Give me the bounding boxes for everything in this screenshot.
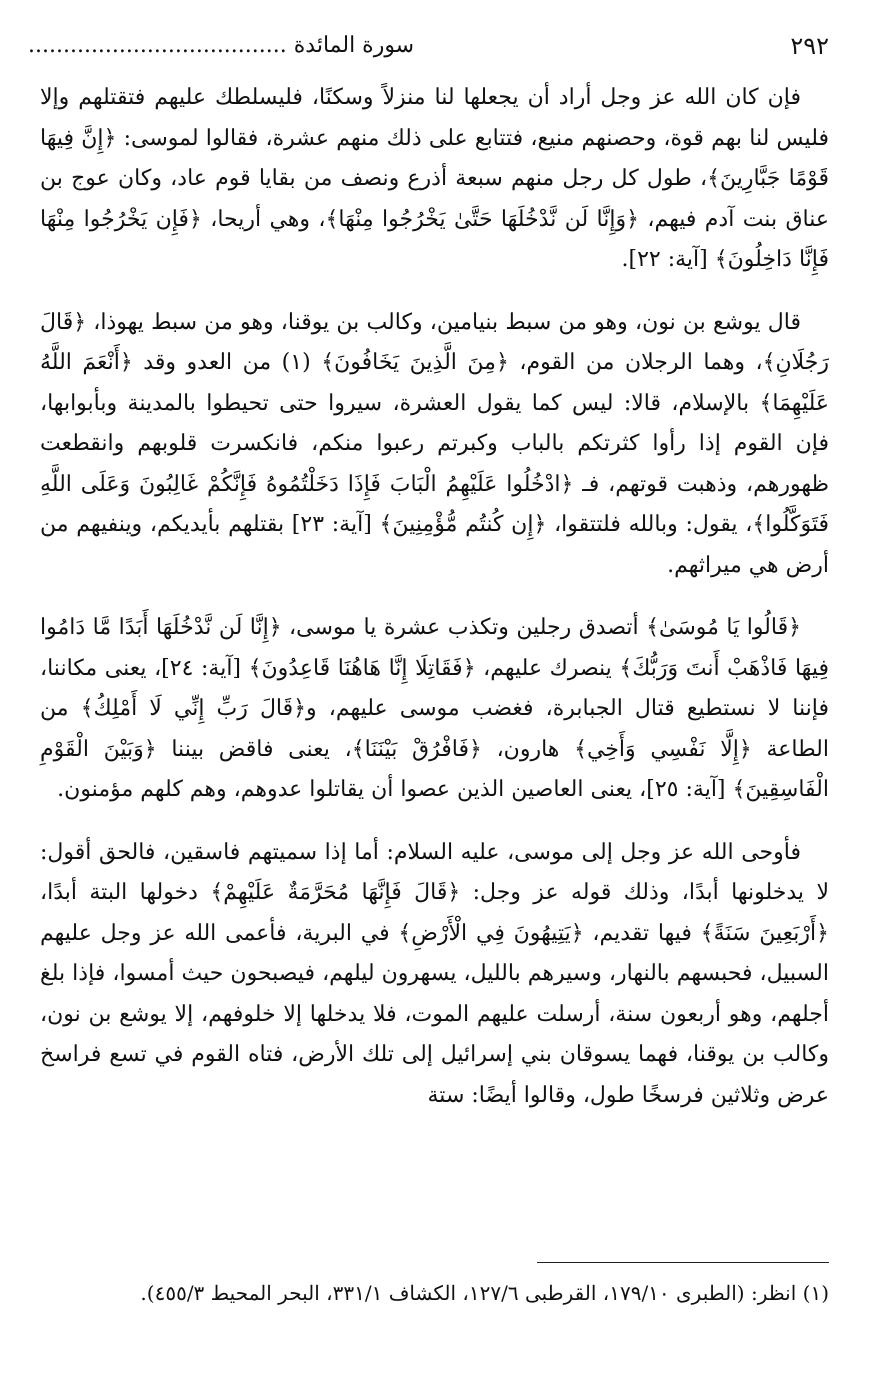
paragraph: قال يوشع بن نون، وهو من سبط بنيامين، وكالب بن يوقنا، وهو من سبط يهوذا، ﴿قَالَ رَجُلَانِ﴾، وهما الرجلان من القوم، ﴿مِنَ الَّذِينَ يَخَافُونَ﴾ (١) من العدو وقد ﴿أَنْعَمَ اللَّهُ عَلَيْهِمَا﴾ بالإسلام، قالا: ليس كما يقول العشرة، سيروا حتى تحيطوا بالمدينة وبأبوابها، فإن القوم إذا رأوا كثرتكم بالباب وكبرتم رعبوا منكم، فانكسرت قلوبهم وانقطعت ظهورهم، وذهبت قوتهم، فـ ﴿ادْخُلُوا عَلَيْهِمُ الْبَابَ فَإِذَا دَخَلْتُمُوهُ فَإِنَّكُمْ غَالِبُونَ وَعَلَى اللَّهِ فَتَوَكَّلُوا﴾، يقول: وبالله فلتتقوا، ﴿إِن كُنتُم مُّؤْمِنِينَ﴾ [آية: ٢٣] بقتلهم بأيديكم، وينفيهم من أرض هي ميراثهم. <box>40 309 829 578</box>
paragraph: فأوحى الله عز وجل إلى موسى، عليه السلام: أما إذا سميتهم فاسقين، فالحق أقول: لا يدخلونها أبدًا، وذلك قوله عز وجل: ﴿قَالَ فَإِنَّهَا مُحَرَّمَةٌ عَلَيْهِمْ﴾ دخولها البتة أبدًا، ﴿أَرْبَعِينَ سَنَةً﴾ فيها تقديم، ﴿يَتِيهُونَ فِي الْأَرْضِ﴾ في البرية، فأعمى الله عز وجل عليهم السبيل، فحبسهم بالنهار، وسيرهم بالليل، يسهرون ليلهم، فيصبحون حيث أمسوا، فإذا بلغ أجلهم، وهو أربعون سنة، أرسلت عليهم الموت، فلا يدخلها إلا خلوفهم، إلا يوشع بن نون، وكالب بن يوقنا، فهما يسوقان بني إسرائيل إلى تلك الأرض، فتاه القوم في تسع فراسخ عرض وثلاثين فرسخًا طول، وقالوا أيضًا: ستة <box>40 839 829 1108</box>
footnote-divider <box>537 1262 829 1263</box>
main-text <box>40 78 829 1138</box>
footnote: (١) انظر: (الطبرى ١٧٩/١٠، القرطبى ١٢٧/٦، الكشاف ٣٣١/١، البحر المحيط ٤٥٥/٣). <box>140 1281 829 1305</box>
paragraph: ﴿قَالُوا يَا مُوسَىٰ﴾ أتصدق رجلين وتكذب عشرة يا موسى، ﴿إِنَّا لَن نَّدْخُلَهَا أَبَدًا مَّا دَامُوا فِيهَا فَاذْهَبْ أَنتَ وَرَبُّكَ﴾ ينصرك عليهم، ﴿فَقَاتِلَا إِنَّا هَاهُنَا قَاعِدُونَ﴾ [آية: ٢٤]، يعنى مكاننا، فإننا لا نستطيع قتال الجبابرة، فغضب موسى عليهم، و﴿قَالَ رَبِّ إِنِّي لَا أَمْلِكُ﴾ من الطاعة ﴿إِلَّا نَفْسِي وَأَخِي﴾ هارون، ﴿فَافْرُقْ بَيْنَنَا﴾، يعنى فاقض بيننا ﴿وَبَيْنَ الْقَوْمِ الْفَاسِقِينَ﴾ [آية: ٢٥]، يعنى العاصين الذين عصوا أن يقاتلوا عدوهم، وهم كلهم مؤمنون. <box>40 615 829 802</box>
running-title: سورة المائدة ..................................... <box>28 33 415 58</box>
page-number: ٢٩٢ <box>790 32 829 60</box>
paragraph: فإن كان الله عز وجل أراد أن يجعلها لنا منزلاً وسكنًا، فليسلطك عليهم فتقتلهم وإلا فليس لنا بهم قوة، وحصنهم منيع، فتتابع على ذلك منهم عشرة، فقالوا لموسى: ﴿إِنَّ فِيهَا قَوْمًا جَبَّارِينَ﴾، طول كل رجل منهم سبعة أذرع ونصف من بقايا قوم عاد، وكان عوج بن عناق بنت آدم فيهم، ﴿وَإِنَّا لَن نَّدْخُلَهَا حَتَّىٰ يَخْرُجُوا مِنْهَا﴾، وهي أريحا، ﴿فَإِن يَخْرُجُوا مِنْهَا فَإِنَّا دَاخِلُونَ﴾ [آية: ٢٢]. <box>40 85 829 272</box>
page-header <box>28 28 829 64</box>
